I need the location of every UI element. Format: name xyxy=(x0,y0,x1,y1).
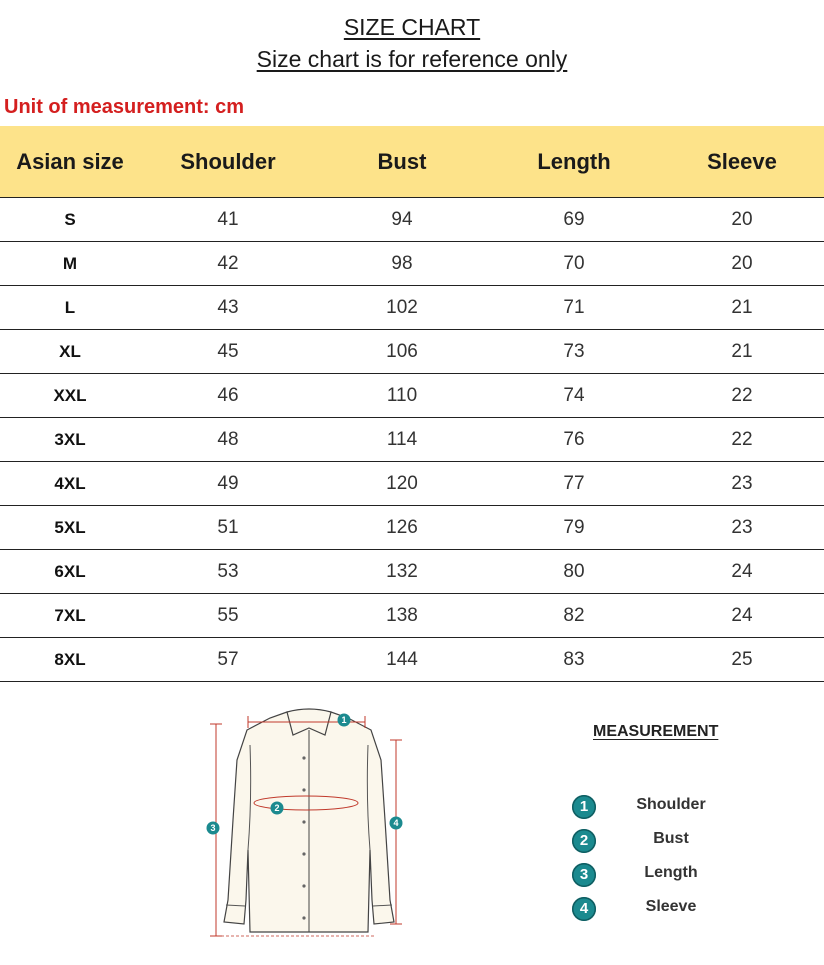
value-cell: 74 xyxy=(488,374,660,418)
column-header: Asian size xyxy=(0,126,140,198)
page-subtitle: Size chart is for reference only xyxy=(256,46,568,72)
value-cell: 94 xyxy=(316,198,488,242)
svg-text:1: 1 xyxy=(341,715,347,725)
size-cell: XL xyxy=(0,330,140,374)
value-cell: 24 xyxy=(660,594,824,638)
table-row xyxy=(0,550,824,594)
svg-text:4: 4 xyxy=(393,818,399,828)
size-cell: 5XL xyxy=(0,506,140,550)
value-cell: 57 xyxy=(140,638,316,682)
value-cell: 49 xyxy=(140,462,316,506)
value-cell: 69 xyxy=(488,198,660,242)
value-cell: 77 xyxy=(488,462,660,506)
legend-label: Bust xyxy=(653,830,689,847)
value-cell: 79 xyxy=(488,506,660,550)
size-cell: S xyxy=(0,198,140,242)
size-cell: 6XL xyxy=(0,550,140,594)
value-cell: 20 xyxy=(660,242,824,286)
size-cell: L xyxy=(0,286,140,330)
size-cell: 4XL xyxy=(0,462,140,506)
size-cell: XXL xyxy=(0,374,140,418)
value-cell: 45 xyxy=(140,330,316,374)
legend-item-shoulder xyxy=(572,795,732,821)
value-cell: 83 xyxy=(488,638,660,682)
table-header-row xyxy=(0,126,824,198)
value-cell: 22 xyxy=(660,418,824,462)
value-cell: 71 xyxy=(488,286,660,330)
size-cell: M xyxy=(0,242,140,286)
value-cell: 144 xyxy=(316,638,488,682)
legend-label: Sleeve xyxy=(645,898,697,915)
value-cell: 106 xyxy=(316,330,488,374)
shirt-diagram xyxy=(200,700,420,950)
value-cell: 46 xyxy=(140,374,316,418)
value-cell: 23 xyxy=(660,462,824,506)
value-cell: 23 xyxy=(660,506,824,550)
size-cell: 3XL xyxy=(0,418,140,462)
value-cell: 22 xyxy=(660,374,824,418)
value-cell: 138 xyxy=(316,594,488,638)
table-row xyxy=(0,506,824,550)
unit-note: Unit of measurement: cm xyxy=(4,96,245,118)
column-header: Sleeve xyxy=(660,126,824,198)
value-cell: 24 xyxy=(660,550,824,594)
legend-item-bust xyxy=(572,829,732,855)
value-cell: 110 xyxy=(316,374,488,418)
table-row xyxy=(0,462,824,506)
column-header: Length xyxy=(488,126,660,198)
column-header: Bust xyxy=(316,126,488,198)
marker-4-icon: 4 xyxy=(572,897,596,921)
table-row xyxy=(0,198,824,242)
value-cell: 132 xyxy=(316,550,488,594)
marker-2-icon: 2 xyxy=(572,829,596,853)
measurement-title: MEASUREMENT xyxy=(593,723,719,740)
value-cell: 51 xyxy=(140,506,316,550)
value-cell: 126 xyxy=(316,506,488,550)
size-cell: 8XL xyxy=(0,638,140,682)
size-cell: 7XL xyxy=(0,594,140,638)
marker-3-icon: 3 xyxy=(572,863,596,887)
value-cell: 70 xyxy=(488,242,660,286)
value-cell: 41 xyxy=(140,198,316,242)
table-row xyxy=(0,594,824,638)
value-cell: 120 xyxy=(316,462,488,506)
value-cell: 80 xyxy=(488,550,660,594)
value-cell: 21 xyxy=(660,286,824,330)
legend-label: Length xyxy=(644,864,698,881)
value-cell: 82 xyxy=(488,594,660,638)
size-table xyxy=(0,126,824,682)
legend-label: Shoulder xyxy=(636,796,706,813)
value-cell: 20 xyxy=(660,198,824,242)
value-cell: 102 xyxy=(316,286,488,330)
value-cell: 43 xyxy=(140,286,316,330)
value-cell: 55 xyxy=(140,594,316,638)
column-header: Shoulder xyxy=(140,126,316,198)
value-cell: 98 xyxy=(316,242,488,286)
value-cell: 53 xyxy=(140,550,316,594)
svg-text:2: 2 xyxy=(274,803,280,813)
table-row xyxy=(0,242,824,286)
legend-item-length xyxy=(572,863,732,889)
table-row xyxy=(0,638,824,682)
value-cell: 42 xyxy=(140,242,316,286)
svg-text:3: 3 xyxy=(210,823,216,833)
value-cell: 48 xyxy=(140,418,316,462)
value-cell: 114 xyxy=(316,418,488,462)
marker-1-icon: 1 xyxy=(572,795,596,819)
table-row xyxy=(0,418,824,462)
value-cell: 25 xyxy=(660,638,824,682)
value-cell: 21 xyxy=(660,330,824,374)
table-row xyxy=(0,286,824,330)
table-row xyxy=(0,330,824,374)
page-title: SIZE CHART xyxy=(343,14,481,40)
legend-item-sleeve xyxy=(572,897,732,923)
value-cell: 73 xyxy=(488,330,660,374)
table-row xyxy=(0,374,824,418)
value-cell: 76 xyxy=(488,418,660,462)
